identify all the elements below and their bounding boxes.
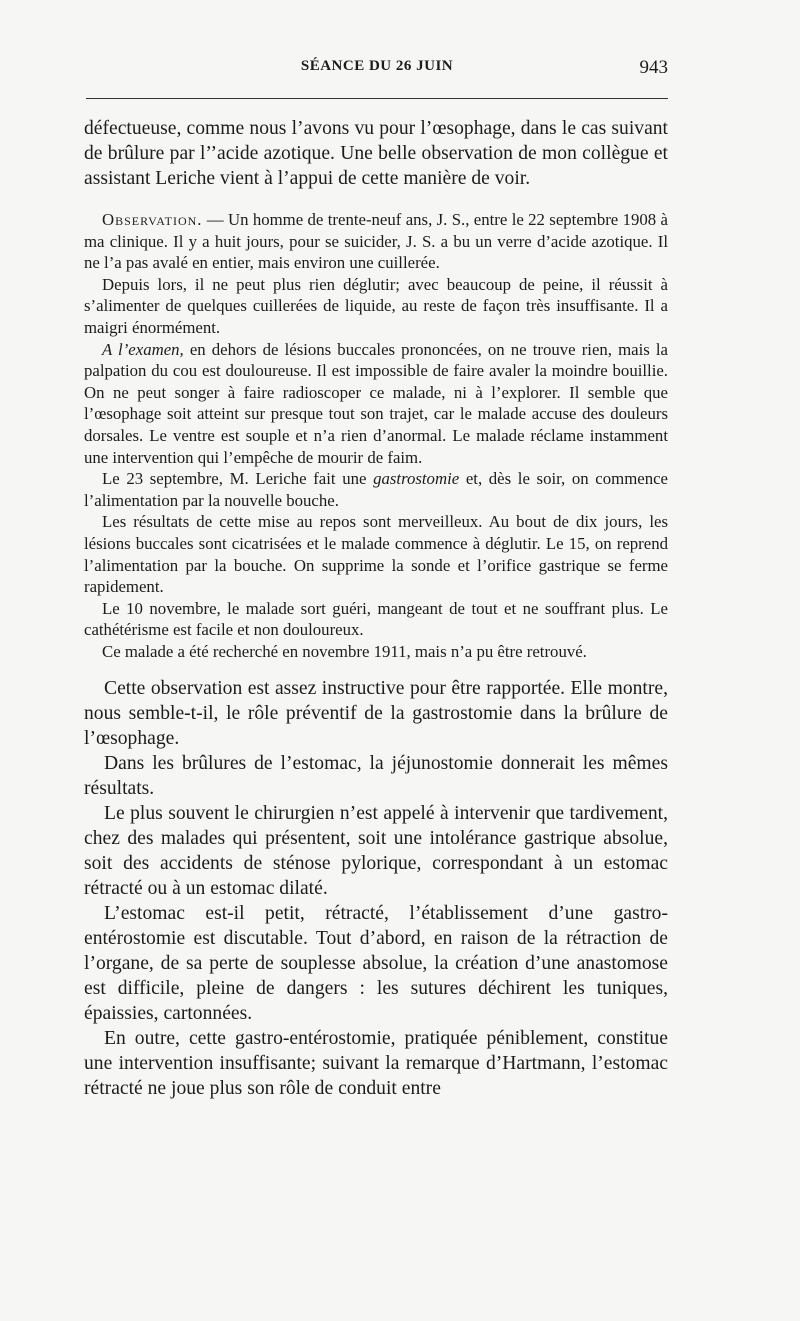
observation-paragraph-7: Ce malade a été recherché en novembre 1911, mais n’a pu être retrouvé. <box>102 641 587 661</box>
intro-paragraph: défectueuse, comme nous l’avons vu pour l’œsophage, dans le cas suivant de brûlure par l’’acide azotique. Une belle observation de mon collègue et assistant Leriche vient à l’appui de cette manière de voir. <box>84 118 668 189</box>
observation-paragraph-5: Les résultats de cette mise au repos sont merveilleux. Au bout de dix jours, les lésions buccales sont cicatrisées et le malade commence à déglutir. Le 15, on reprend l’alimentation par la bouche. On supprime la sonde et l’orifice gastrique se ferme rapidement. <box>84 512 668 597</box>
page-number: 943 <box>639 57 668 78</box>
observation-em-gastrostomie: gastrostomie <box>373 469 460 489</box>
header-rule <box>86 98 668 99</box>
observation-block <box>84 209 668 662</box>
running-header <box>86 58 668 86</box>
observation-paragraph-6: Le 10 novembre, le malade sort guéri, mangeant de tout et ne souffrant plus. Le cathétérisme est facile et non douloureux. <box>84 598 668 640</box>
paragraph-3: Le plus souvent le chirurgien n’est appelé à intervenir que tardivement, chez des malades qui présentent, soit une intolérance gastrique absolue, soit des accidents de sténose pylorique, correspondant à un estomac rétracté ou à un estomac dilaté. <box>84 803 668 900</box>
observation-label: Observation. <box>102 210 203 229</box>
observation-text-3: en dehors de lésions buccales prononcées, on ne trouve rien, mais la palpation du cou est douloureuse. Il est impossible de faire avaler la moindre bouillie. On ne peut songer à faire radioscoper ce malade, ni à l’explorer. Il semble que l’œsophage soit atteint sur presque tout son trajet, car le malade accuse des douleurs dorsales. Le ventre est souple et n’a rien d’anormal. Le malade réclame instamment une intervention qui l’empêche de mourir de faim. <box>84 339 668 467</box>
observation-paragraph-3 <box>84 339 668 469</box>
paragraph-2: Dans les brûlures de l’estomac, la jéjunostomie donnerait les mêmes résultats. <box>84 753 668 800</box>
observation-paragraph-2: Depuis lors, il ne peut plus rien déglutir; avec beaucoup de peine, il réussit à s’alimenter de quelques cuillerées de liquide, au reste de façon très insuffisante. Il a maigri énormément. <box>84 274 668 337</box>
page-body <box>84 116 668 1101</box>
main-text <box>84 676 668 1101</box>
observation-paragraph-1 <box>84 209 668 274</box>
observation-paragraph-4 <box>84 468 668 511</box>
paragraph-1: Cette observation est assez instructive pour être rapportée. Elle montre, nous semble-t-il, le rôle préventif de la gastrostomie dans la brûlure de l’œsophage. <box>84 678 668 750</box>
paragraph-4: L’estomac est-il petit, rétracté, l’établissement d’une gastro-entérostomie est discutable. Tout d’abord, en raison de la rétraction de l’organe, de sa perte de souplesse absolue, la création d’une anastomose est difficile, pleine de dangers : les sutures déchirent les tuniques, épaissies, cartonnées. <box>84 903 668 1025</box>
observation-text-4b: et, dès le soir, on commence l’alimentation par la nouvelle bouche. <box>84 469 668 510</box>
observation-em-examen: A l’examen, <box>102 339 184 359</box>
observation-text-4a: Le 23 septembre, M. Leriche fait une <box>102 469 374 489</box>
header-title: SÉANCE DU 26 JUIN <box>300 58 454 74</box>
observation-text-1: — Un homme de trente-neuf ans, J. S., entre le 22 septembre 1908 à ma clinique. Il y a huit jours, pour se suicider, J. S. a bu un verre d’acide azotique. Il ne l’a pas avalé en entier, mais environ une cuillerée. <box>84 210 668 273</box>
paragraph-5: En outre, cette gastro-entérostomie, pratiquée péniblement, constitue une intervention insuffisante; suivant la remarque d’Hartmann, l’estomac rétracté ne joue plus son rôle de conduit entre <box>84 1028 668 1100</box>
